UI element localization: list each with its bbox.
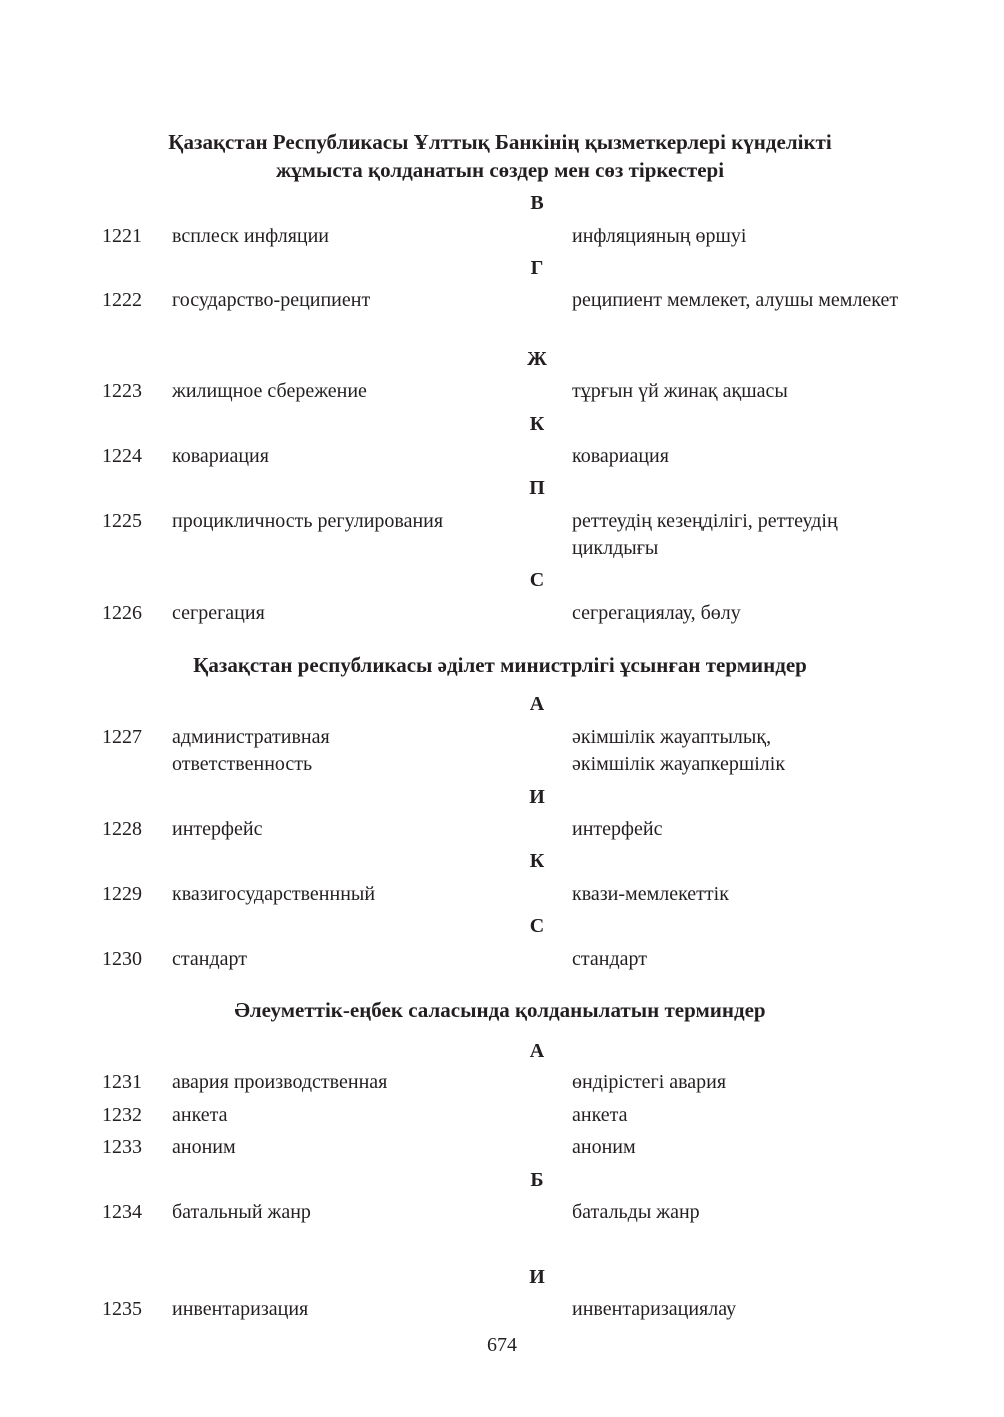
term-number: 1227 [102, 726, 142, 748]
term-russian: аноним [172, 1136, 236, 1158]
term-number: 1221 [102, 225, 142, 247]
term-russian: анкета [172, 1104, 228, 1126]
term-number: 1228 [102, 818, 142, 840]
letter-heading: С [529, 569, 545, 591]
term-russian: процикличность регулирования [172, 510, 444, 532]
term-russian: авария производственная [172, 1071, 388, 1093]
letter-heading: П [529, 477, 545, 499]
term-kazakh: реттеудің кезеңділігі, реттеудің циклдығы [572, 510, 838, 559]
term-number: 1234 [102, 1201, 142, 1223]
term-number: 1223 [102, 380, 142, 402]
section-title [100, 651, 900, 679]
term-kazakh: тұрғын үй жинақ ақшасы [572, 380, 788, 402]
section-title-line: жұмыста қолданатын сөздер мен сөз тіркестері [275, 158, 725, 182]
term-kazakh: сегрегациялау, бөлу [572, 602, 741, 624]
term-russian: инвентаризация [172, 1298, 309, 1320]
section-title-line: Қазақстан Республикасы Ұлттық Банкінің қызметкерлері күнделікті [168, 130, 832, 154]
letter-heading: С [529, 915, 545, 937]
term-russian: всплеск инфляции [172, 225, 330, 247]
term-kazakh: ковариация [572, 445, 669, 467]
page-number: 674 [487, 1334, 517, 1356]
section-title-line: Қазақстан республикасы әділет министрлігі ұсынған терминдер [193, 653, 807, 677]
term-kazakh: квази-мемлекеттік [572, 883, 729, 905]
section-title [100, 128, 900, 184]
letter-heading: Г [530, 257, 544, 279]
term-russian: стандарт [172, 948, 247, 970]
letter-heading: И [529, 1266, 545, 1288]
section-title-line: Әлеуметтік-еңбек саласында қолданылатын терминдер [234, 998, 766, 1022]
term-number: 1222 [102, 289, 142, 311]
section-title [100, 996, 900, 1024]
term-kazakh: әкімшілік жауаптылық, әкімшілік жауапкершілік [572, 726, 786, 775]
letter-heading: И [529, 786, 545, 808]
term-number: 1235 [102, 1298, 142, 1320]
term-russian: квазигосударственнный [172, 883, 376, 905]
term-kazakh: реципиент мемлекет, алушы мемлекет [572, 289, 899, 311]
term-number: 1230 [102, 948, 142, 970]
term-number: 1232 [102, 1104, 142, 1126]
letter-heading: А [529, 1040, 545, 1062]
letter-heading: В [530, 192, 544, 214]
term-kazakh: анкета [572, 1104, 628, 1126]
letter-heading: А [529, 693, 545, 715]
letter-heading: Ж [527, 348, 547, 370]
letter-heading: К [529, 850, 545, 872]
term-russian: административная ответственность [172, 726, 330, 775]
term-kazakh: инфляцияның өршуі [572, 225, 747, 247]
term-kazakh: батальды жанр [572, 1201, 700, 1223]
term-kazakh: өндірістегі авария [572, 1071, 727, 1093]
term-number: 1229 [102, 883, 142, 905]
term-kazakh: стандарт [572, 948, 647, 970]
term-russian: сегрегация [172, 602, 265, 624]
term-russian: интерфейс [172, 818, 263, 840]
term-kazakh: интерфейс [572, 818, 663, 840]
term-number: 1224 [102, 445, 142, 467]
term-russian: батальный жанр [172, 1201, 311, 1223]
letter-heading: К [529, 413, 545, 435]
term-russian: ковариация [172, 445, 269, 467]
term-number: 1226 [102, 602, 142, 624]
term-number: 1233 [102, 1136, 142, 1158]
term-kazakh: аноним [572, 1136, 636, 1158]
term-number: 1231 [102, 1071, 142, 1093]
term-number: 1225 [102, 510, 142, 532]
letter-heading: Б [530, 1169, 544, 1191]
term-russian: государство-реципиент [172, 289, 371, 311]
term-russian: жилищное сбережение [172, 380, 367, 402]
term-kazakh: инвентаризациялау [572, 1298, 737, 1320]
